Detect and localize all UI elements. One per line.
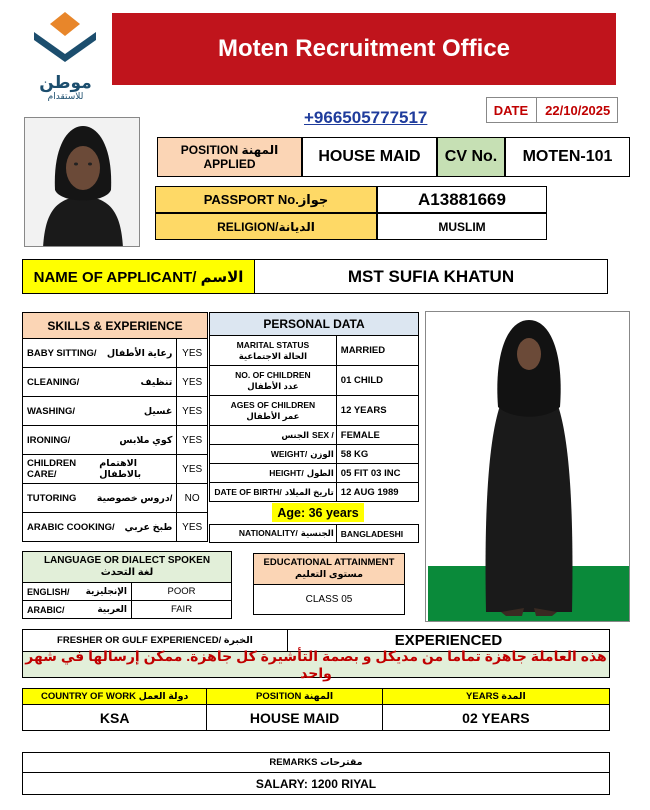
- skill-name: CHILDREN CARE/: [27, 458, 77, 480]
- skill-row: [22, 426, 208, 455]
- personal-row: [209, 464, 419, 483]
- education-header-en: EDUCATIONAL ATTAINMENT: [263, 557, 395, 568]
- personal-label: AGES OF CHILDREN: [230, 399, 316, 410]
- personal-label-ar: عدد الأطفال: [247, 380, 299, 391]
- phone-link[interactable]: +966505777517: [304, 108, 428, 127]
- personal-value: 58 KG: [340, 448, 369, 460]
- portrait-icon: [25, 118, 140, 247]
- language-header: [22, 551, 232, 583]
- position-label-en-2: APPLIED: [203, 157, 256, 171]
- personal-data-header: PERSONAL DATA: [209, 312, 419, 336]
- date-label: DATE: [493, 102, 529, 118]
- personal-row: [209, 396, 419, 426]
- work-years: 02 YEARS: [462, 709, 530, 726]
- skill-value: YES: [182, 463, 203, 475]
- skills-table: [22, 312, 208, 542]
- remarks-header: REMARKS مقترحات: [22, 752, 610, 773]
- personal-label-ar: عمر الأطفال: [246, 410, 300, 421]
- skill-value: YES: [182, 521, 203, 533]
- skill-row: [22, 513, 208, 542]
- personal-row: [209, 445, 419, 464]
- remarks-value: SALARY: 1200 RIYAL: [22, 773, 610, 795]
- remarks-table: [22, 752, 610, 795]
- religion-label: RELIGION/الديانة: [155, 213, 377, 240]
- skill-name: WASHING/: [27, 405, 76, 417]
- date-value: 22/10/2025: [545, 102, 611, 118]
- skill-name-ar: تنظيف: [140, 376, 173, 388]
- personal-label: MARITAL STATUS: [236, 339, 310, 350]
- skill-row: [22, 455, 208, 484]
- work-country: KSA: [23, 705, 207, 730]
- language-row: [22, 601, 232, 619]
- skill-name: CLEANING/: [27, 376, 80, 388]
- skill-value: YES: [182, 405, 203, 417]
- skill-row: [22, 397, 208, 426]
- skill-name-ar: رعاية الأطفال: [106, 347, 173, 359]
- personal-label-ar: الجنس: [281, 429, 310, 440]
- personal-label-ar: تاريخ الميلاد: [284, 486, 334, 497]
- language-name-ar: الإنجليزية: [85, 586, 127, 596]
- education-header-ar: مستوى التعليم: [294, 569, 363, 580]
- skill-name: BABY SITTING/: [27, 347, 97, 359]
- name-value: MST SUFIA KHATUN: [347, 266, 515, 286]
- logo-subtext: للاستقدام: [47, 91, 84, 101]
- position-label-ar: المهنة: [241, 143, 279, 157]
- personal-value: FEMALE: [340, 429, 380, 441]
- skill-name: IRONING/: [27, 434, 71, 446]
- logo-mark-icon: [28, 10, 103, 70]
- position-label-en: POSITION: [180, 143, 239, 157]
- years-header: YEARS المدة: [466, 691, 526, 702]
- age-badge: Age: 36 years: [272, 503, 364, 522]
- religion-value: MUSLIM: [377, 213, 547, 240]
- personal-value: 01 CHILD: [340, 375, 384, 386]
- work-header-row: [22, 688, 610, 705]
- skill-value: YES: [182, 376, 203, 388]
- personal-label-ar: الحالة الاجتماعية: [238, 350, 308, 361]
- personal-value: 12 AUG 1989: [340, 486, 399, 498]
- language-level: FAIR: [170, 604, 193, 615]
- personal-value: BANGLADESHI: [340, 528, 404, 539]
- passport-block: [155, 186, 547, 240]
- applicant-name-row: [22, 259, 608, 294]
- skill-name-ar: طبخ عربي: [124, 521, 173, 533]
- logo-text: موطن: [39, 73, 92, 92]
- skills-header: SKILLS & EXPERIENCE: [22, 312, 208, 339]
- personal-label: NATIONALITY/: [238, 528, 298, 538]
- education-table: [253, 553, 405, 615]
- personal-label-ar: الوزن: [310, 448, 334, 459]
- personal-label: DATE OF BIRTH/: [214, 486, 282, 497]
- language-level: POOR: [167, 586, 196, 597]
- personal-row: [209, 524, 419, 543]
- country-header: COUNTRY OF WORK دولة العمل: [23, 689, 207, 704]
- personal-row: [209, 366, 419, 396]
- language-name: ARABIC/: [27, 604, 65, 615]
- position-row: [157, 137, 630, 177]
- personal-value: 05 FIT 03 INC: [340, 467, 401, 479]
- language-header-en: LANGUAGE OR DIALECT SPOKEN: [43, 555, 211, 566]
- skill-name-ar: الاهتمام بالاطفال: [99, 458, 142, 480]
- skill-name-ar: غسيل: [143, 405, 173, 417]
- personal-label-ar: الطول: [306, 467, 334, 478]
- skill-name: TUTORING: [27, 492, 77, 504]
- skill-value: YES: [182, 347, 203, 359]
- experience-value: EXPERIENCED: [394, 632, 503, 649]
- page-title: Moten Recruitment Office: [112, 13, 616, 85]
- skill-value: YES: [182, 434, 203, 446]
- skill-name-ar: كوي ملابس: [119, 434, 173, 446]
- skill-row: [22, 368, 208, 397]
- position-value: HOUSE MAID: [302, 137, 437, 177]
- name-label: NAME OF APPLICANT/ الاسم: [23, 260, 255, 293]
- language-name: ENGLISH/: [27, 586, 70, 597]
- readiness-note: هذه العاملة جاهزة تماما من مديكل و بصمة التأشيرة كل جاهزة. ممكن إرسالها في شهر واحد: [22, 652, 610, 678]
- language-name-ar: العربية: [97, 604, 127, 614]
- language-header-ar: لغة التحدث: [100, 567, 154, 578]
- cv-label: CV No.: [437, 137, 505, 177]
- cv-value: MOTEN-101: [505, 137, 630, 177]
- skill-name: ARABIC COOKING/: [27, 521, 115, 533]
- applicant-photo-portrait: [24, 117, 140, 247]
- skill-name-ar: دروس خصوصية/: [96, 492, 173, 504]
- work-history-table: [22, 688, 610, 731]
- personal-value: 12 YEARS: [340, 405, 387, 416]
- education-header: [253, 553, 405, 585]
- personal-label: SEX /: [312, 429, 334, 440]
- personal-label-ar: الجنسية: [300, 528, 334, 538]
- passport-label: PASSPORT No.جواز: [155, 186, 377, 213]
- personal-row: [209, 426, 419, 445]
- language-row: [22, 583, 232, 601]
- personal-value: MARRIED: [340, 345, 386, 356]
- date-box: [486, 97, 618, 123]
- personal-row: [209, 336, 419, 366]
- skill-row: [22, 484, 208, 513]
- experience-label: FRESHER OR GULF EXPERIENCED/ الخبرة: [23, 630, 288, 651]
- passport-value: A13881669: [377, 186, 547, 213]
- education-value: CLASS 05: [253, 585, 405, 615]
- work-row: [22, 705, 610, 731]
- skill-value: NO: [184, 492, 200, 504]
- personal-label: WEIGHT/: [270, 448, 308, 459]
- skill-row: [22, 339, 208, 368]
- company-logo: [28, 10, 103, 101]
- personal-label: HEIGHT/: [269, 467, 304, 478]
- position-header: POSITION المهنة: [207, 689, 382, 704]
- full-body-photo-icon: [426, 312, 630, 622]
- applicant-photo-full: [425, 311, 630, 622]
- language-table: [22, 551, 232, 619]
- position-label: [157, 137, 302, 177]
- work-position: HOUSE MAID: [207, 705, 382, 730]
- personal-label: NO. OF CHILDREN: [235, 369, 311, 380]
- personal-row: [209, 483, 419, 502]
